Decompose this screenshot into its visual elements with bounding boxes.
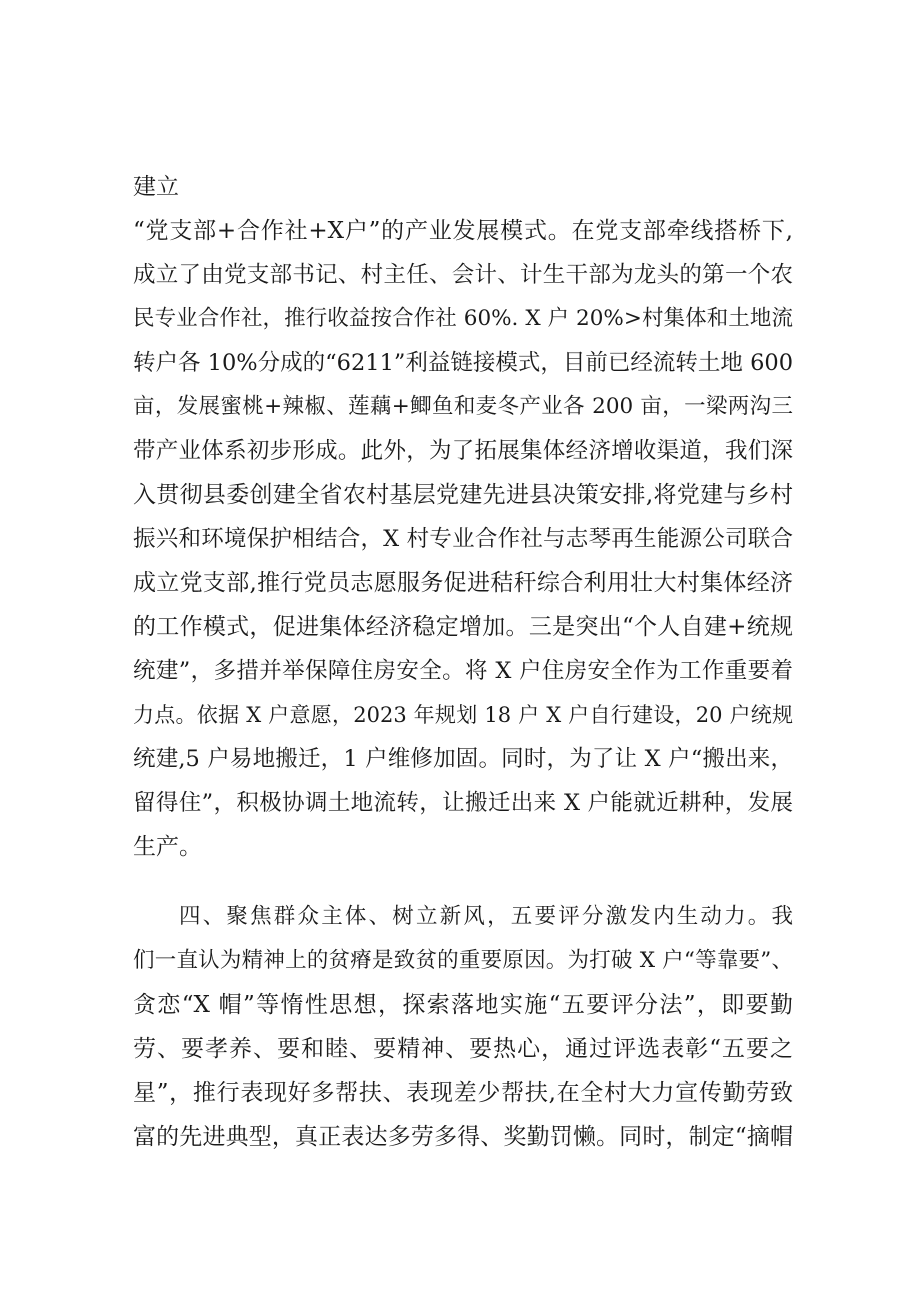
paragraph-housing-industry: [133, 170, 793, 874]
text-line: 的工作模式，促进集体经济稳定增加。三是突出“个人自建+统规: [133, 614, 793, 640]
paragraph-spacer: [133, 874, 793, 900]
paragraph-five-requirements: [133, 900, 793, 1164]
text-line: 民专业合作社，推行收益按合作社 60%. X 户 20%>村集体和土地流: [133, 306, 793, 331]
text-line: 转户各 10%分成的“6211”利益链接模式，目前已经流转土地 600: [133, 350, 794, 376]
text-line: 劳、要孝养、要和睦、要精神、要热心，通过评选表彰“五要之: [133, 1036, 793, 1062]
text-line: 成立党支部,推行党员志愿服务促进秸秆综合利用壮大村集体经济: [133, 570, 793, 596]
text-line: 建立: [133, 174, 179, 200]
document-body: [133, 170, 793, 1164]
text-line: 带产业体系初步形成。此外，为了拓展集体经济增收渠道，我们深: [133, 438, 793, 464]
text-line: 们一直认为精神上的贫瘠是致贫的重要原因。为打破 X 户“等靠要”、: [133, 948, 793, 973]
text-line: 力点。依据 X 户意愿，2023 年规划 18 户 X 户自行建设，20 户统规: [133, 703, 793, 727]
text-line: 生产。: [133, 834, 202, 860]
text-line: 入贯彻县委创建全省农村基层党建先进县决策安排,将党建与乡村: [133, 482, 793, 508]
text-line: 统建,5 户易地搬迁，1 户维修加固。同时，为了让 X 户“搬出来，: [133, 746, 793, 772]
text-line: 贪恋“X 帽”等惰性思想，探索落地实施“五要评分法”，即要勤: [133, 992, 793, 1018]
text-line: 统建”，多措并举保障住房安全。将 X 户住房安全作为工作重要着: [133, 658, 793, 684]
text-line: 振兴和环境保护相结合，X 村专业合作社与志琴再生能源公司联合: [133, 526, 793, 552]
text-line: 亩，发展蜜桃+辣椒、莲藕+鲫鱼和麦冬产业各 200 亩，一梁两沟三: [133, 394, 793, 419]
text-line: 富的先进典型，真正表达多劳多得、奖勤罚懒。同时，制定“摘帽: [133, 1124, 793, 1150]
text-line: “党支部+合作社+X户”的产业发展模式。在党支部牵线搭桥下,: [133, 218, 793, 244]
text-line: 四、聚焦群众主体、树立新风，五要评分激发内生动力。我: [179, 904, 793, 929]
text-line: 留得住”，积极协调土地流转，让搬迁出来 X 户能就近耕种，发展: [133, 790, 793, 816]
text-line: 星”，推行表现好多帮扶、表现差少帮扶,在全村大力宣传勤劳致: [133, 1080, 793, 1106]
text-line: 成立了由党支部书记、村主任、会计、计生干部为龙头的第一个农: [133, 262, 793, 288]
